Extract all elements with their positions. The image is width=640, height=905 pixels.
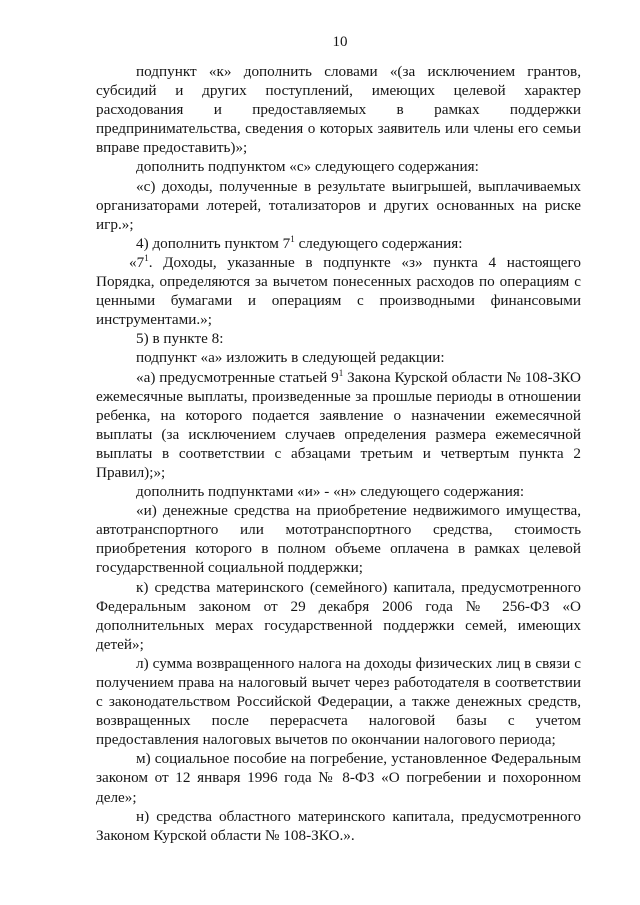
paragraph-item-7-1 [96,253,581,329]
paragraph-item-7-1-after: . Доходы, указанные в подпункте «з» пункта 4 настоящего Порядка, определяются за вычетом понесенных расходов по операциям с ценными бумагами и операциям с производными финансовыми инструментами.»; [96,253,581,329]
paragraph-add-subitems-i-n: дополнить подпунктами «и» - «н» следующего содержания: [136,483,525,501]
paragraph-item-4 [96,234,581,253]
paragraph-subitem-l: л) сумма возвращенного налога на доходы физических лиц в связи с получением права на налоговый вычет через работодателя в соответствии с законодательством Российской Федерации, а также денежных средств, возвращенных после перерасчета налоговой базы с учетом предоставления налоговых вычетов по окончании налогового периода; [96,654,581,749]
document-body [96,62,581,845]
paragraph-item-7-1-before: «7 [129,253,145,271]
superscript: 1 [290,233,295,244]
paragraph-item-4-before: 4) дополнить пунктом 7 [136,234,291,252]
paragraph-add-subitem-s: дополнить подпунктом «с» следующего содержания: [136,158,479,176]
paragraph-subitem-m: м) социальное пособие на погребение, установленное Федеральным законом от 12 января 1996 года № 8-ФЗ «О погребении и похоронном деле»; [96,750,581,806]
paragraph-subitem-k-amendment: подпункт «к» дополнить словами «(за исключением грантов, субсидий и других поступлений, имеющих целевой характер расходования и предоставляемых в рамках поддержки предпринимательства, сведения о которых заявитель или члены его семьи вправе предоставить)»; [96,63,581,157]
paragraph-subitem-i: «и) денежные средства на приобретение недвижимого имущества, автотранспортного или мототранспортного средства, стоимость приобретения которого в полном объеме оплачена в рамках целевой государственной социальной поддержки; [96,502,581,577]
paragraph-subitem-a-before: «а) предусмотренные статьей 9 [136,368,339,386]
superscript: 1 [144,252,149,263]
paragraph-subitem-a-text [96,368,581,483]
paragraph-subitem-a-after: Закона Курской области № 108-ЗКО ежемесячные выплаты, произведенные за прошлые периоды в отношении ребенка, на которого подается заявление о назначении ежемесячной выплаты (за исключением случаев определения размера ежемесячной выплаты в соответствии с абзацами третьим и четвертым пункта 2 Правил);»; [96,368,581,481]
paragraph-item-5: 5) в пункте 8: [136,330,224,348]
superscript: 1 [338,367,344,378]
paragraph-item-4-after: следующего содержания: [294,234,463,252]
paragraph-subitem-a-header: подпункт «а» изложить в следующей редакции: [136,349,445,367]
paragraph-subitem-n: н) средства областного материнского капитала, предусмотренного Законом Курской области № 108-ЗКО.». [96,807,581,844]
paragraph-subitem-s-text: «с) доходы, полученные в результате выигрышей, выплачиваемых организаторами лотерей, тотализаторов и других основанных на риске игр.»; [96,177,581,233]
paragraph-subitem-k: к) средства материнского (семейного) капитала, предусмотренного Федеральным законом от 29 декабря 2006 года № 256-ФЗ «О дополнительных мерах государственной поддержки семей, имеющих детей»; [96,578,581,653]
page-number: 10 [332,34,348,50]
